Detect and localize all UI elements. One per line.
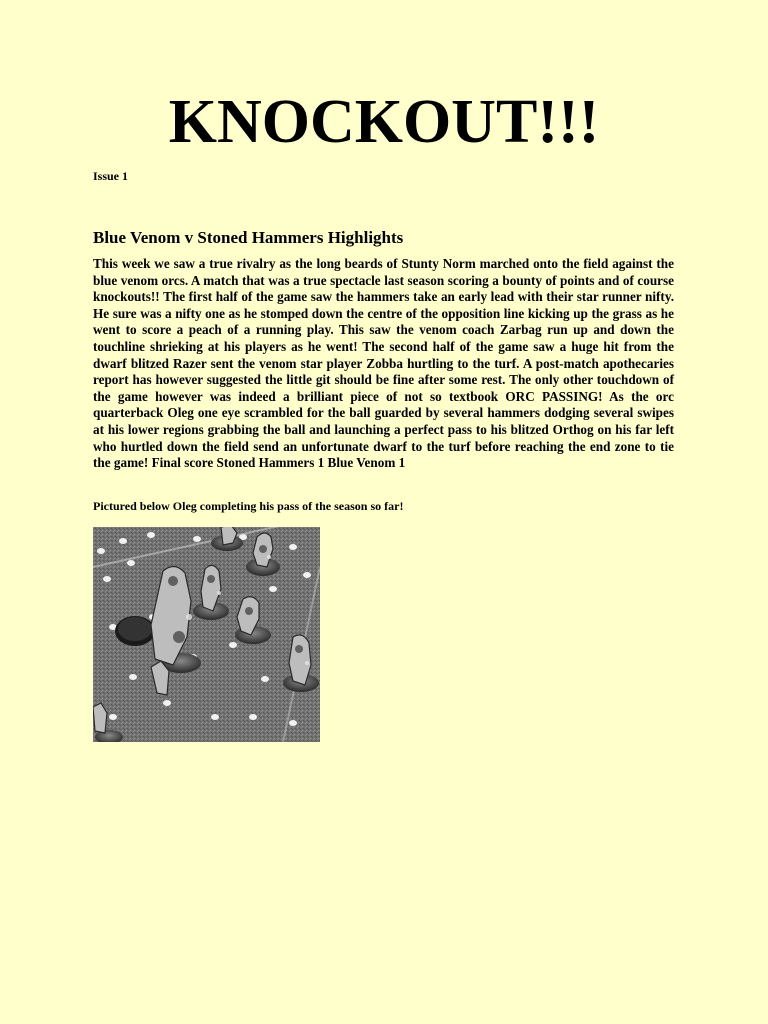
- miniatures-photo-illustration: [93, 527, 320, 742]
- newsletter-title: KNOCKOUT!!!: [168, 88, 600, 156]
- issue-number: Issue 1: [93, 169, 129, 183]
- photo-caption: Pictured below Oleg completing his pass of the season so far!: [93, 499, 404, 513]
- article-headline: Blue Venom v Stoned Hammers Highlights: [93, 228, 404, 247]
- article-body: This week we saw a true rivalry as the long beards of Stunty Norm marched onto the field against the blue venom orcs. A match that was a true spectacle last season scoring a bounty of points and of course knockouts!! The first half of the game saw the hammers take an early lead with their star runner nifty. He sure was a nifty one as he stomped down the centre of the opposition line kicking up the grass as he went to score a peach of a running play. This saw the venom coach Zarbag run up and down the touchline shrieking at his players as he went! The second half of the game saw a huge hit from the dwarf blitzed Razer sent the venom star player Zobba hurtling to the turf. A post-match apothecaries report has however suggested the little git should be fine after some rest. The only other touchdown of the game however was indeed a brilliant piece of not so textbook ORC PASSING! As the orc quarterback Oleg one eye scrambled for the ball guarded by several hammers dodging several swipes at his lower regions grabbing the ball and launching a perfect pass to his blitzed Orthog on his far left who hurtled down the field send an unfortunate dwarf to the turf before reaching the end zone to tie the game! Final score Stoned Hammers 1 Blue Venom 1: [93, 256, 674, 471]
- game-photo: [93, 527, 320, 742]
